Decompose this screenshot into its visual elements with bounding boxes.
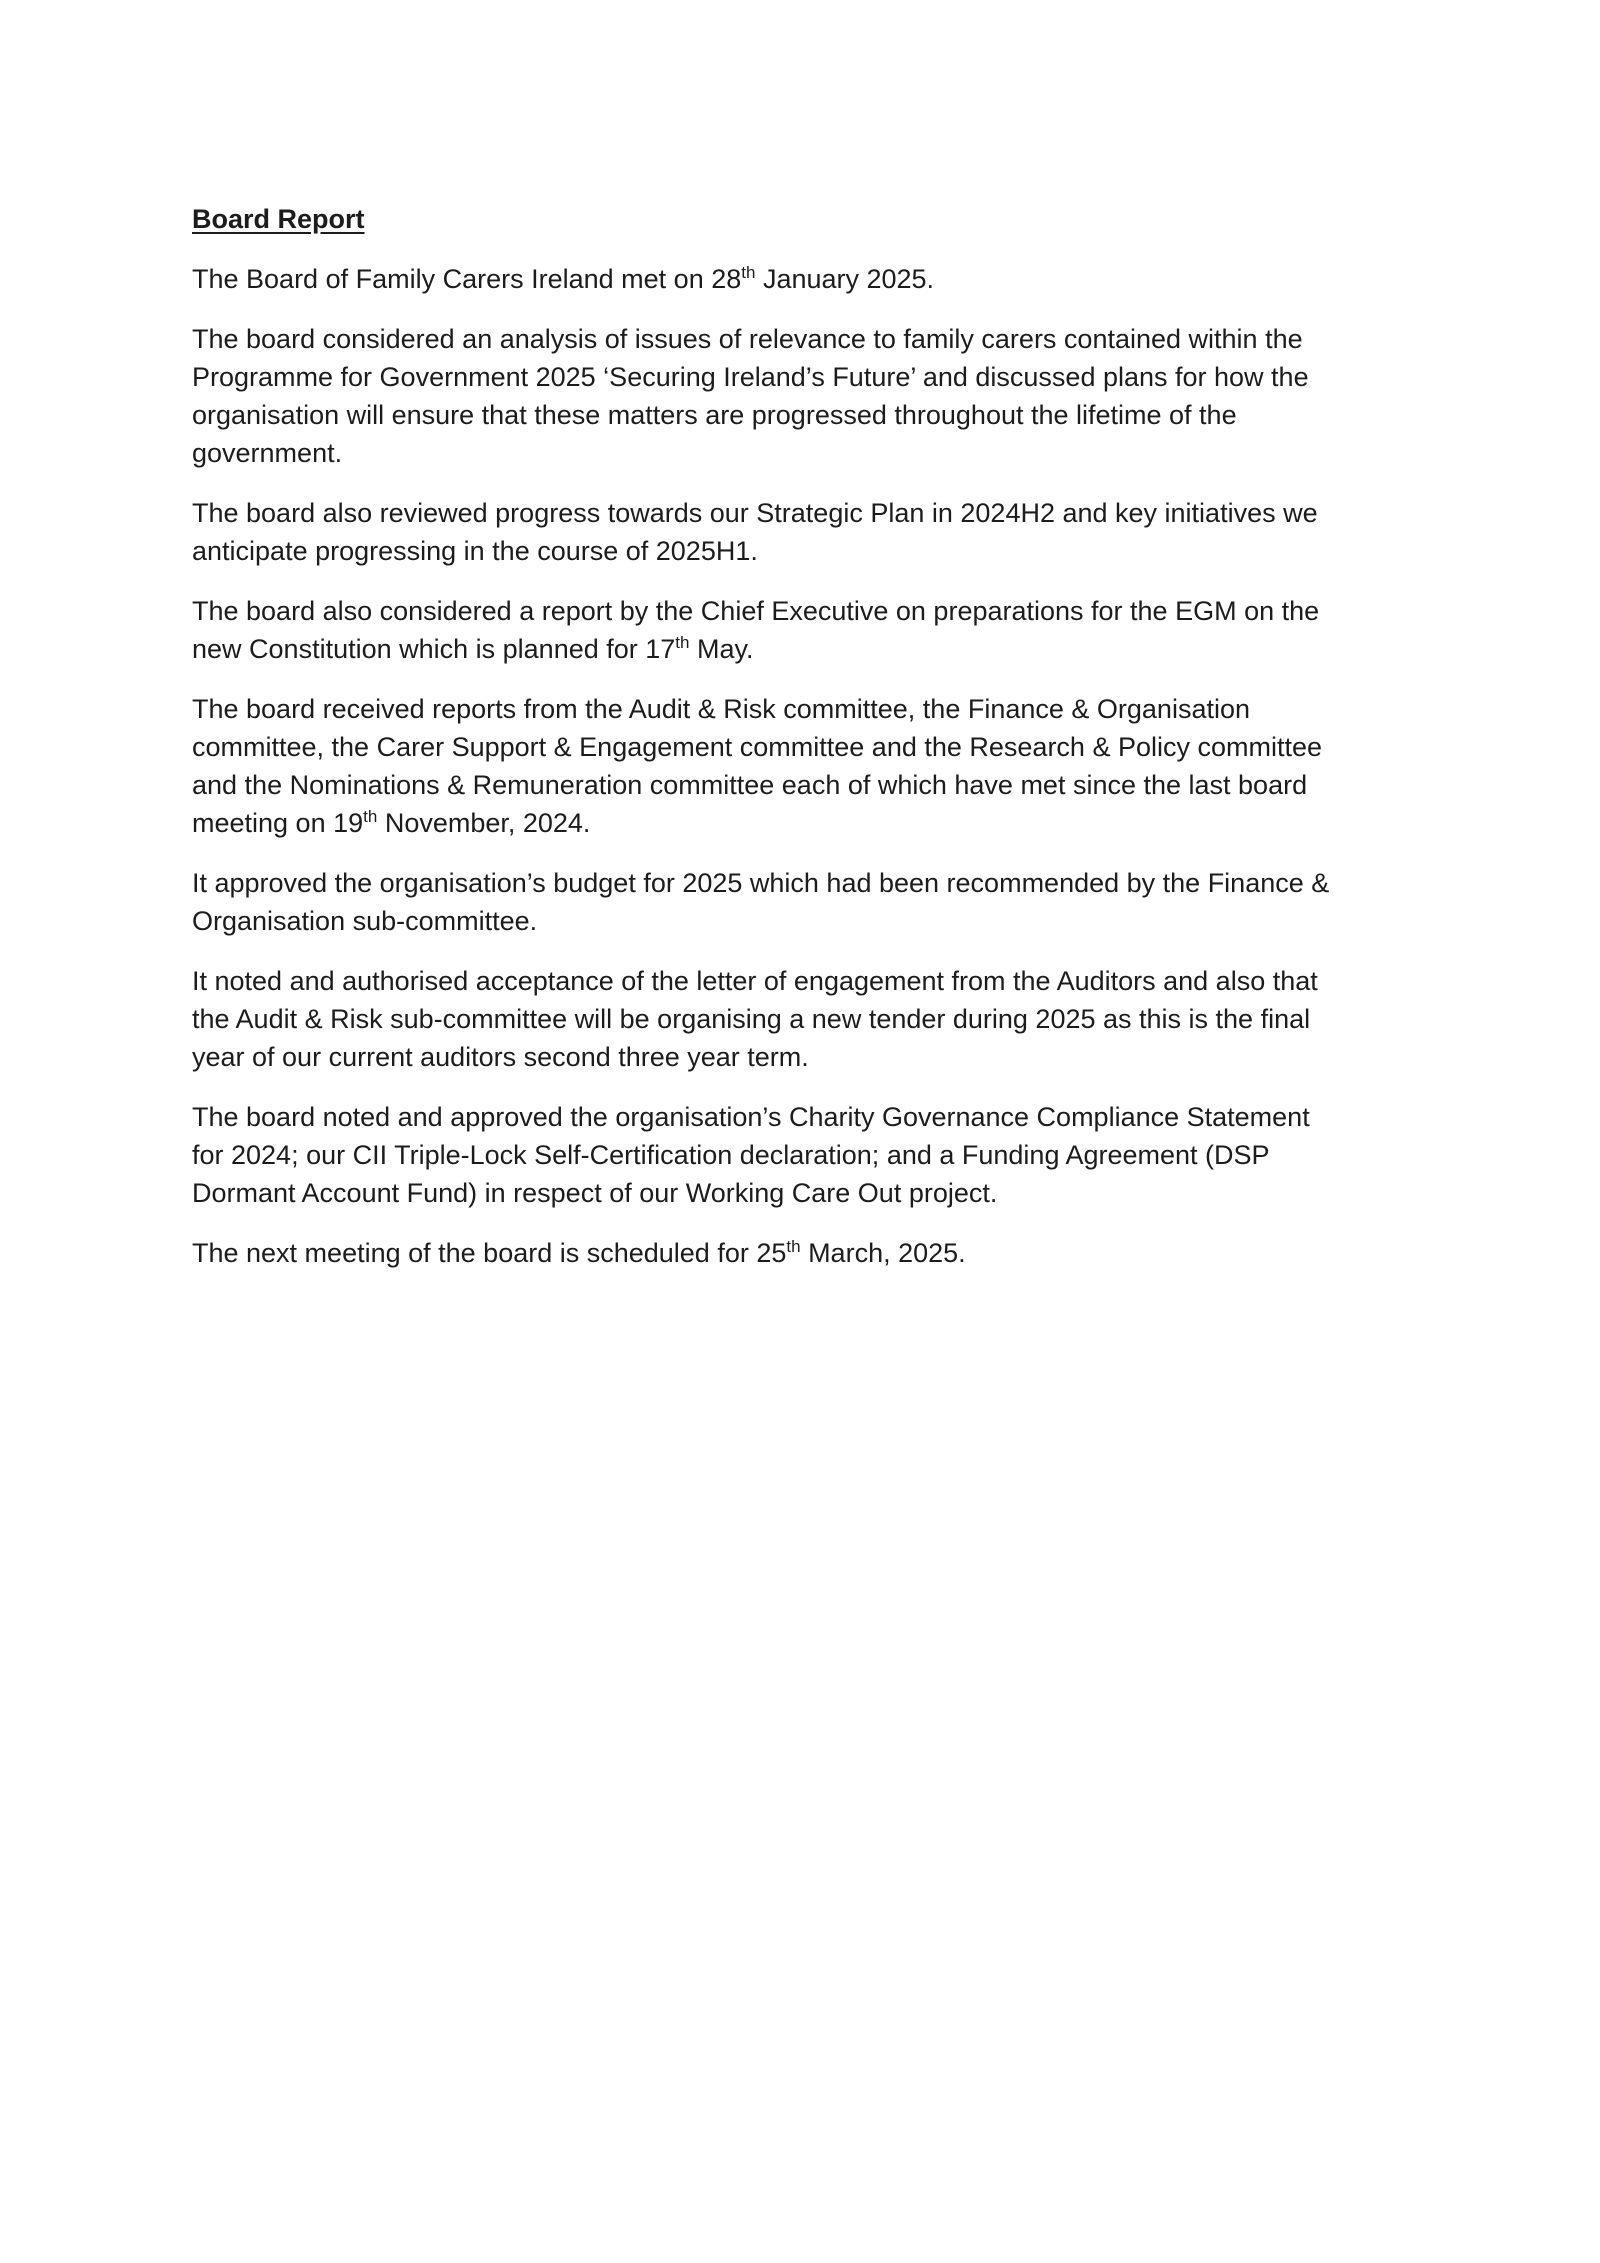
text-run: organisation will ensure that these matters are progressed throughout the lifetime of the <box>192 400 1237 430</box>
text-run: Dormant Account Fund) in respect of our Working Care Out project. <box>192 1178 998 1208</box>
ordinal-suffix: th <box>363 807 378 826</box>
paragraph-line <box>192 630 1452 668</box>
paragraph-line <box>192 728 1452 766</box>
paragraph <box>192 260 1452 298</box>
paragraph <box>192 320 1452 472</box>
paragraph-line <box>192 1098 1452 1136</box>
paragraph-line <box>192 358 1452 396</box>
text-run: Programme for Government 2025 ‘Securing Ireland’s Future’ and discussed plans for how the <box>192 362 1309 392</box>
paragraph-line <box>192 962 1452 1000</box>
ordinal-suffix: th <box>675 633 690 652</box>
paragraph-line <box>192 1000 1452 1038</box>
paragraph-line <box>192 320 1452 358</box>
text-run: The board noted and approved the organisation’s Charity Governance Compliance Statement <box>192 1102 1310 1132</box>
text-run: The Board of Family Carers Ireland met on 28 <box>192 264 742 294</box>
paragraph-line <box>192 690 1452 728</box>
text-run: committee, the Carer Support & Engagement committee and the Research & Policy committee <box>192 732 1323 762</box>
paragraph-line <box>192 396 1452 434</box>
text-run: anticipate progressing in the course of 2025H1. <box>192 536 758 566</box>
text-run: Organisation sub-committee. <box>192 906 538 936</box>
text-run: new Constitution which is planned for 17 <box>192 634 676 664</box>
paragraph-line <box>192 1174 1452 1212</box>
document-title: Board Report <box>192 204 365 234</box>
paragraph <box>192 864 1452 940</box>
text-run: year of our current auditors second three year term. <box>192 1042 809 1072</box>
text-run: The next meeting of the board is scheduled for 25 <box>192 1238 787 1268</box>
paragraph <box>192 1234 1452 1272</box>
text-run: for 2024; our CII Triple-Lock Self-Certification declaration; and a Funding Agreement (DSP <box>192 1140 1270 1170</box>
text-run: It noted and authorised acceptance of the letter of engagement from the Auditors and also that <box>192 966 1318 996</box>
paragraph-line <box>192 494 1452 532</box>
text-run: and the Nominations & Remuneration committee each of which have met since the last board <box>192 770 1308 800</box>
paragraph-line <box>192 804 1452 842</box>
text-run: March, 2025. <box>800 1238 966 1268</box>
text-run: May. <box>689 634 754 664</box>
text-run: government. <box>192 438 343 468</box>
paragraph-line <box>192 260 1452 298</box>
text-run: The board also reviewed progress towards our Strategic Plan in 2024H2 and key initiatives we <box>192 498 1318 528</box>
paragraph-line <box>192 592 1452 630</box>
text-run: The board considered an analysis of issues of relevance to family carers contained within the <box>192 324 1303 354</box>
text-run: The board also considered a report by the Chief Executive on preparations for the EGM on the <box>192 596 1320 626</box>
ordinal-suffix: th <box>786 1237 801 1256</box>
paragraph <box>192 494 1452 570</box>
paragraph <box>192 592 1452 668</box>
text-run: November, 2024. <box>377 808 591 838</box>
paragraph-line <box>192 1038 1452 1076</box>
text-run: January 2025. <box>755 264 935 294</box>
paragraph-line <box>192 1136 1452 1174</box>
paragraph-line <box>192 902 1452 940</box>
text-run: The board received reports from the Audit & Risk committee, the Finance & Organisation <box>192 694 1250 724</box>
paragraph-line <box>192 766 1452 804</box>
document-content <box>192 200 1452 1294</box>
paragraph <box>192 962 1452 1076</box>
paragraph-line <box>192 532 1452 570</box>
paragraph <box>192 1098 1452 1212</box>
paragraph-line <box>192 434 1452 472</box>
document-body <box>192 260 1452 1272</box>
paragraph-line <box>192 1234 1452 1272</box>
paragraph <box>192 690 1452 842</box>
text-run: meeting on 19 <box>192 808 364 838</box>
ordinal-suffix: th <box>741 263 756 282</box>
text-run: the Audit & Risk sub-committee will be organising a new tender during 2025 as this is the final <box>192 1004 1311 1034</box>
text-run: It approved the organisation’s budget for 2025 which had been recommended by the Finance & <box>192 868 1330 898</box>
paragraph-line <box>192 864 1452 902</box>
